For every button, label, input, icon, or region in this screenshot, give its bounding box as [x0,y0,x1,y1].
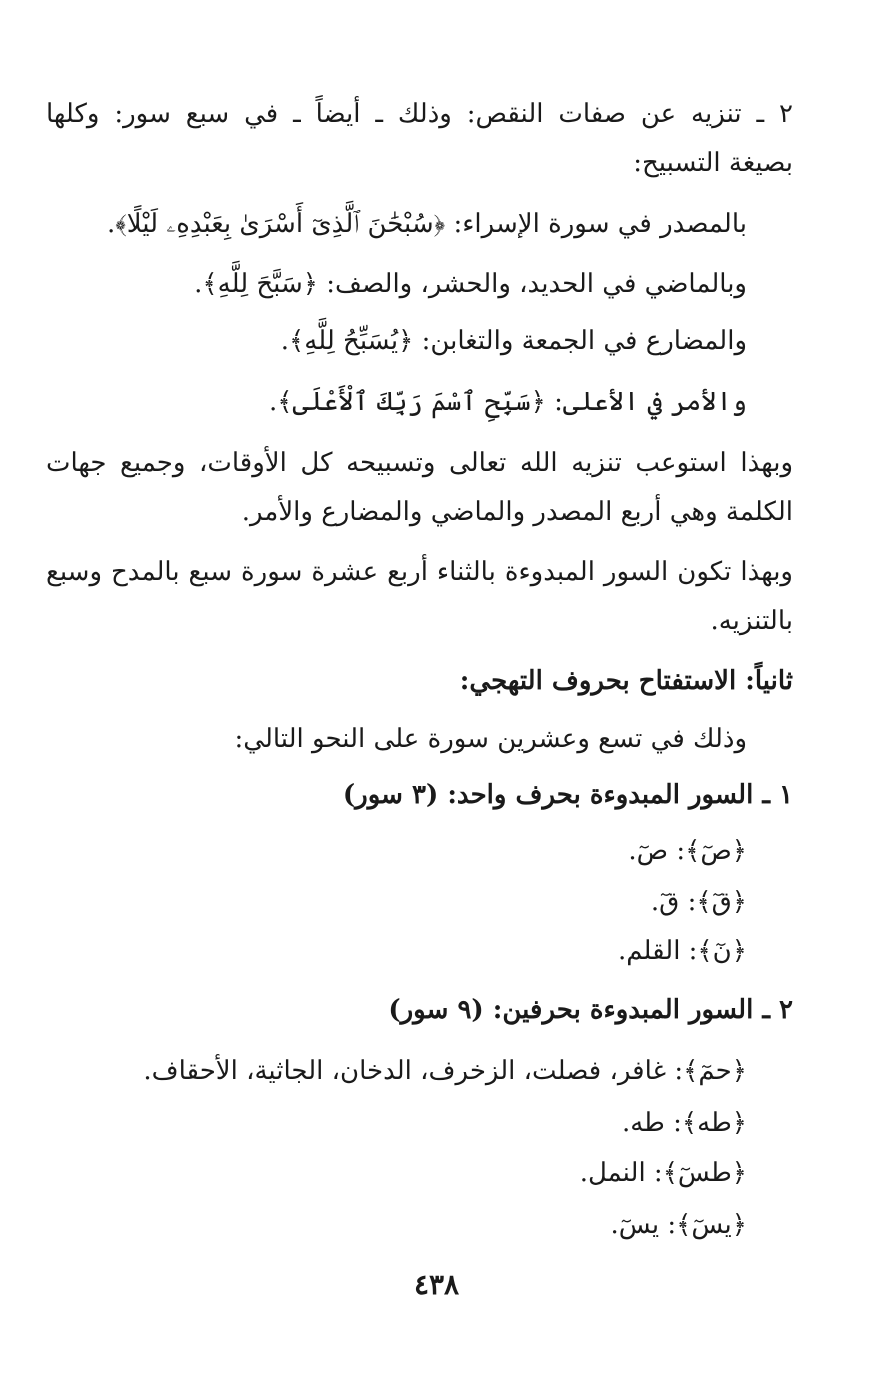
subsection-heading: ٢ ـ السور المبدوءة بحرفين: (٩ سور) [388,995,793,1025]
subsection-heading: ١ ـ السور المبدوءة بحرف واحد: (٣ سور) [342,780,793,810]
list-item: ﴿قٓ﴾: قٓ. [650,887,747,917]
quran-verse-line: والأمر في الأعلى: ﴿سَبِّحِ ٱسْمَ رَبِّكَ ٱلْأَعْلَى﴾. [269,387,747,417]
paragraph-line: وذلك في تسع وعشرين سورة على النحو التالي: [234,724,747,754]
quran-verse-line: والمضارع في الجمعة والتغابن: ﴿يُسَبِّحُ لِلَّهِ﴾. [280,326,747,356]
paragraph-line: وبهذا استوعب تنزيه الله تعالى وتسبيحه كل الأوقات، وجميع جهات [46,448,793,478]
list-item: ﴿طه﴾: طه. [621,1108,747,1138]
paragraph-line: بصيغة التسبيح: [633,148,793,178]
list-item: ﴿صٓ﴾: صٓ. [628,836,747,866]
page-number: ٤٣٨ [413,1268,460,1301]
quran-verse-line: وبالماضي في الحديد، والحشر، والصف: ﴿سَبَّحَ لِلَّهِ﴾. [194,269,747,299]
section-heading: ثانياً: الاستفتاح بحروف التهجي: [459,666,793,696]
paragraph-line: ٢ ـ تنزيه عن صفات النقص: وذلك ـ أيضاً ـ في سبع سور: وكلها [46,99,793,129]
paragraph-line: الكلمة وهي أربع المصدر والماضي والمضارع والأمر. [241,497,793,527]
quran-verse-line: بالمصدر في سورة الإسراء: ﴿سُبْحَٰنَ ٱلَّذِىٓ أَسْرَىٰ بِعَبْدِهِۦ لَيْلًا﴾. [106,209,747,239]
paragraph-line: بالتنزيه. [710,606,793,636]
list-item: ﴿طسٓ﴾: النمل. [579,1158,747,1188]
list-item: ﴿يسٓ﴾: يسٓ. [610,1210,747,1240]
list-item: ﴿نٓ﴾: القلم. [617,936,747,966]
paragraph-line: وبهذا تكون السور المبدوءة بالثناء أربع عشرة سورة سبع بالمدح وسبع [46,557,793,587]
list-item: ﴿حمٓ﴾: غافر، فصلت، الزخرف، الدخان، الجاثية، الأحقاف. [143,1056,747,1086]
